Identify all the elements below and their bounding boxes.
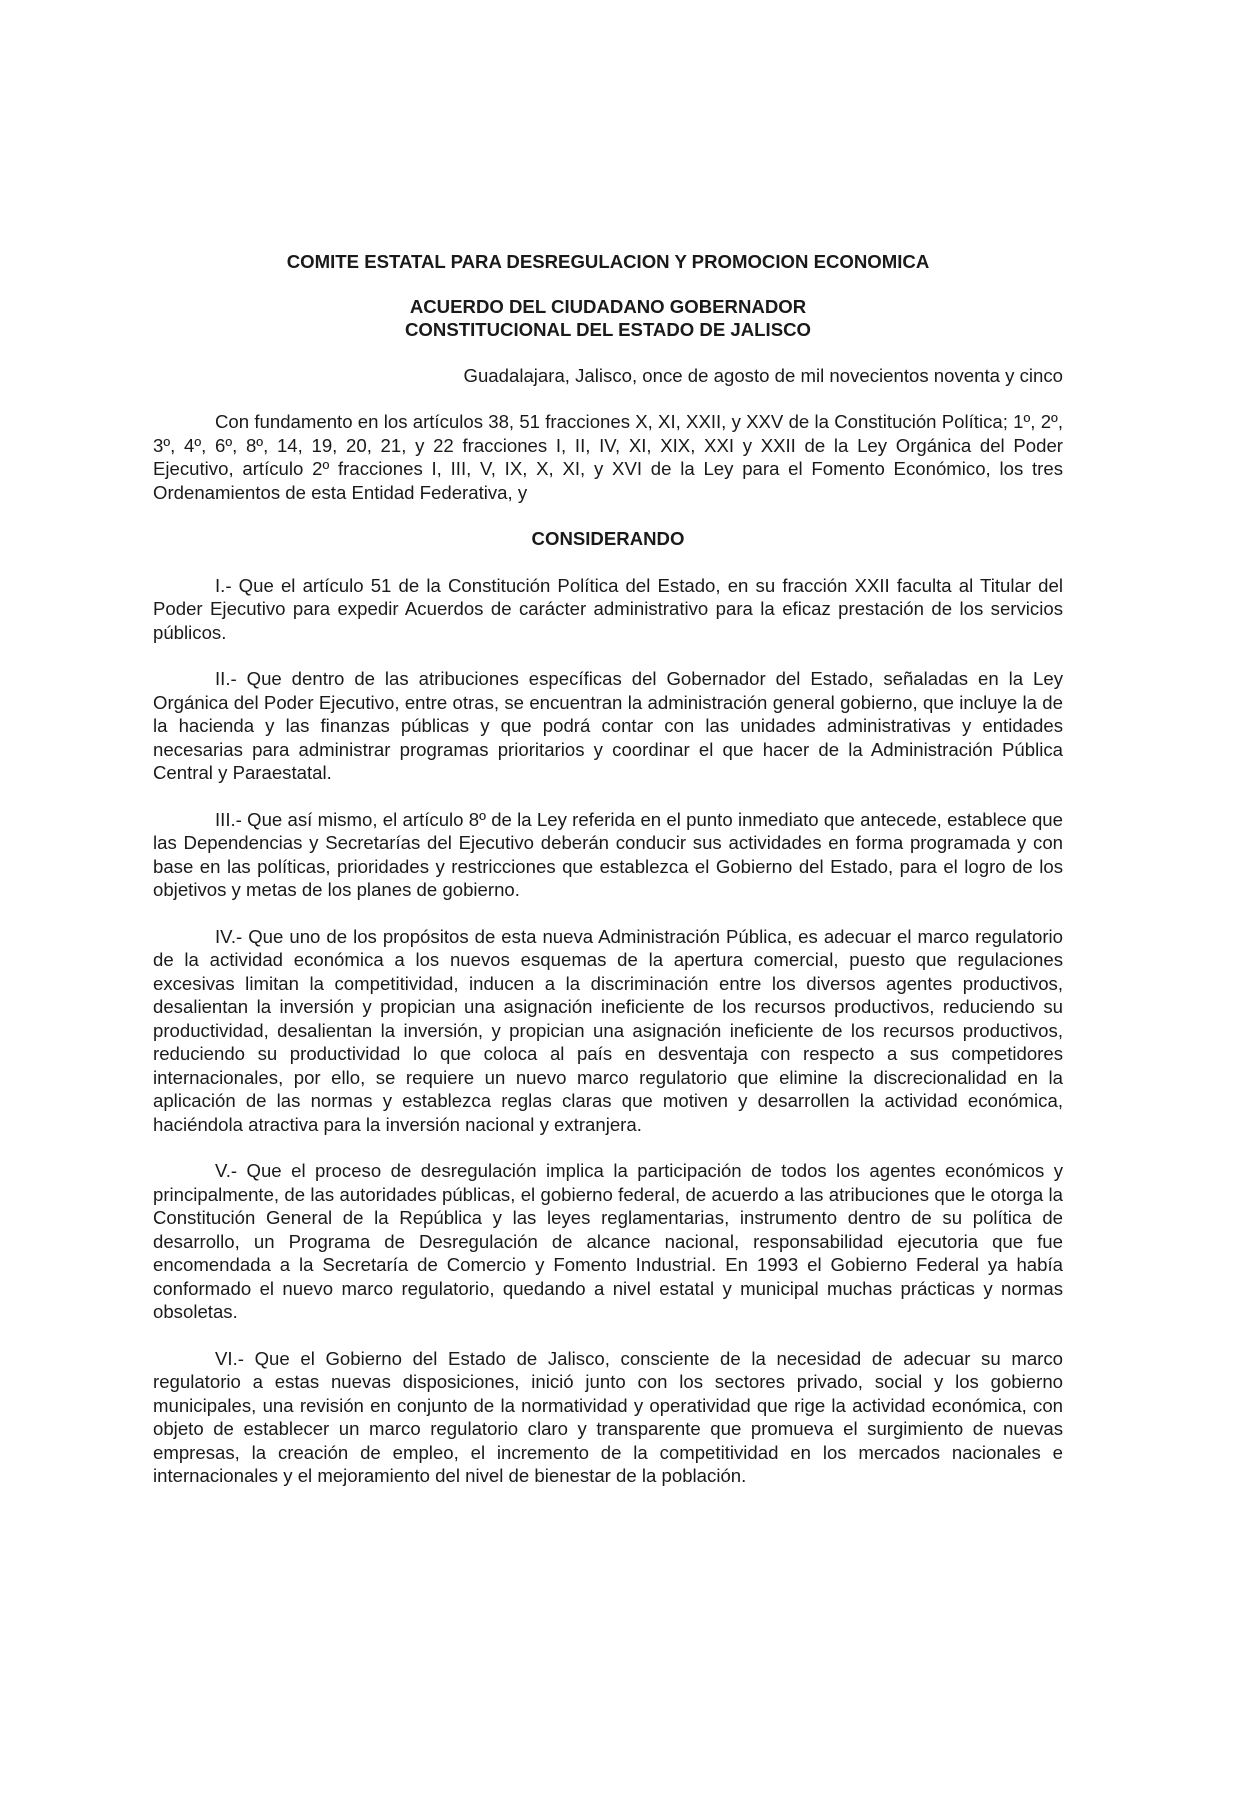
considerando-vi: VI.- Que el Gobierno del Estado de Jalisco, consciente de la necesidad de adecuar su marco regulatorio a estas nuevas disposiciones, inició junto con los sectores privado, social y los gobierno municipales, una revisión en conjunto de la normatividad y operatividad que rige la actividad económica, con objeto de establecer un marco regulatorio claro y transparente que promueva el surgimiento de nuevas empresas, la creación de empleo, el incremento de la competitividad en los mercados nacionales e internacionales y el mejoramiento del nivel de bienestar de la población. [153, 1347, 1063, 1486]
document-body [153, 250, 1063, 1511]
agreement-title-line-2: CONSTITUCIONAL DEL ESTADO DE JALISCO [405, 319, 811, 340]
considerando-ii: II.- Que dentro de las atribuciones específicas del Gobernador del Estado, señaladas en la Ley Orgánica del Poder Ejecutivo, entre otras, se encuentran la administración general gobierno, que incluye la de la hacienda y las finanzas públicas y que podrá contar con las unidades administrativas y entidades necesarias para administrar programas prioritarios y coordinar el que hacer de la Administración Pública Central y Paraestatal. [153, 668, 1063, 783]
considerando-iii: III.- Que así mismo, el artículo 8º de la Ley referida en el punto inmediato que antecede, establece que las Dependencias y Secretarías del Ejecutivo deberán conducir sus actividades en forma programada y con base en las políticas, prioridades y restricciones que establezca el Gobierno del Estado, para el logro de los objetivos y metas de los planes de gobierno. [153, 808, 1063, 900]
agreement-title [153, 295, 1063, 342]
preamble-paragraph: Con fundamento en los artículos 38, 51 fracciones X, XI, XXII, y XXV de la Constitución Política; 1º, 2º, 3º, 4º, 6º, 8º, 14, 19, 20, 21, y 22 fracciones I, II, IV, XI, XIX, XXI y XXII de la Ley Orgánica del Poder Ejecutivo, artículo 2º fracciones I, III, V, IX, X, XI, y XVI de la Ley para el Fomento Económico, los tres Ordenamientos de esta Entidad Federativa, y [153, 411, 1063, 503]
considerando-heading: CONSIDERANDO [531, 528, 685, 549]
considerando-iv: IV.- Que uno de los propósitos de esta nueva Administración Pública, es adecuar el marco regulatorio de la actividad económica a los nuevos esquemas de la apertura comercial, puesto que regulaciones excesivas limitan la competitividad, inducen a la discriminación entre los diversos agentes productivos, desalientan la inversión y propician una asignación ineficiente de los recursos productivos, reduciendo su productividad, desalientan la inversión, y propician una asignación ineficiente de los recursos productivos, reduciendo su productividad lo que coloca al país en desventaja con respecto a sus competidores internacionales, por ello, se requiere un nuevo marco regulatorio que elimine la discrecionalidad en la aplicación de las normas y establezca reglas claras que motiven y desarrollen la actividad económica, haciéndola atractiva para la inversión nacional y extranjera. [153, 925, 1063, 1135]
agreement-title-line-1: ACUERDO DEL CIUDADANO GOBERNADOR [409, 295, 807, 317]
considerando-i: I.- Que el artículo 51 de la Constitución Política del Estado, en su fracción XXII faculta al Titular del Poder Ejecutivo para expedir Acuerdos de carácter administrativo para la eficaz prestación de los servicios públicos. [153, 574, 1063, 643]
considerando-v: V.- Que el proceso de desregulación implica la participación de todos los agentes económicos y principalmente, de las autoridades públicas, el gobierno federal, de acuerdo a las atribuciones que le otorga la Constitución General de la República y las leyes reglamentarias, instrumento dentro de su política de desarrollo, un Programa de Desregulación de alcance nacional, responsabilidad ejecutoria que fue encomendada a la Secretaría de Comercio y Fomento Industrial. En 1993 el Gobierno Federal ya había conformado el nuevo marco regulatorio, quedando a nivel estatal y municipal muchas prácticas y normas obsoletas. [153, 1160, 1063, 1322]
date-line: Guadalajara, Jalisco, once de agosto de mil novecientos noventa y cinco [463, 364, 1063, 386]
committee-title: COMITE ESTATAL PARA DESREGULACION Y PROMOCION ECONOMICA [286, 251, 930, 272]
